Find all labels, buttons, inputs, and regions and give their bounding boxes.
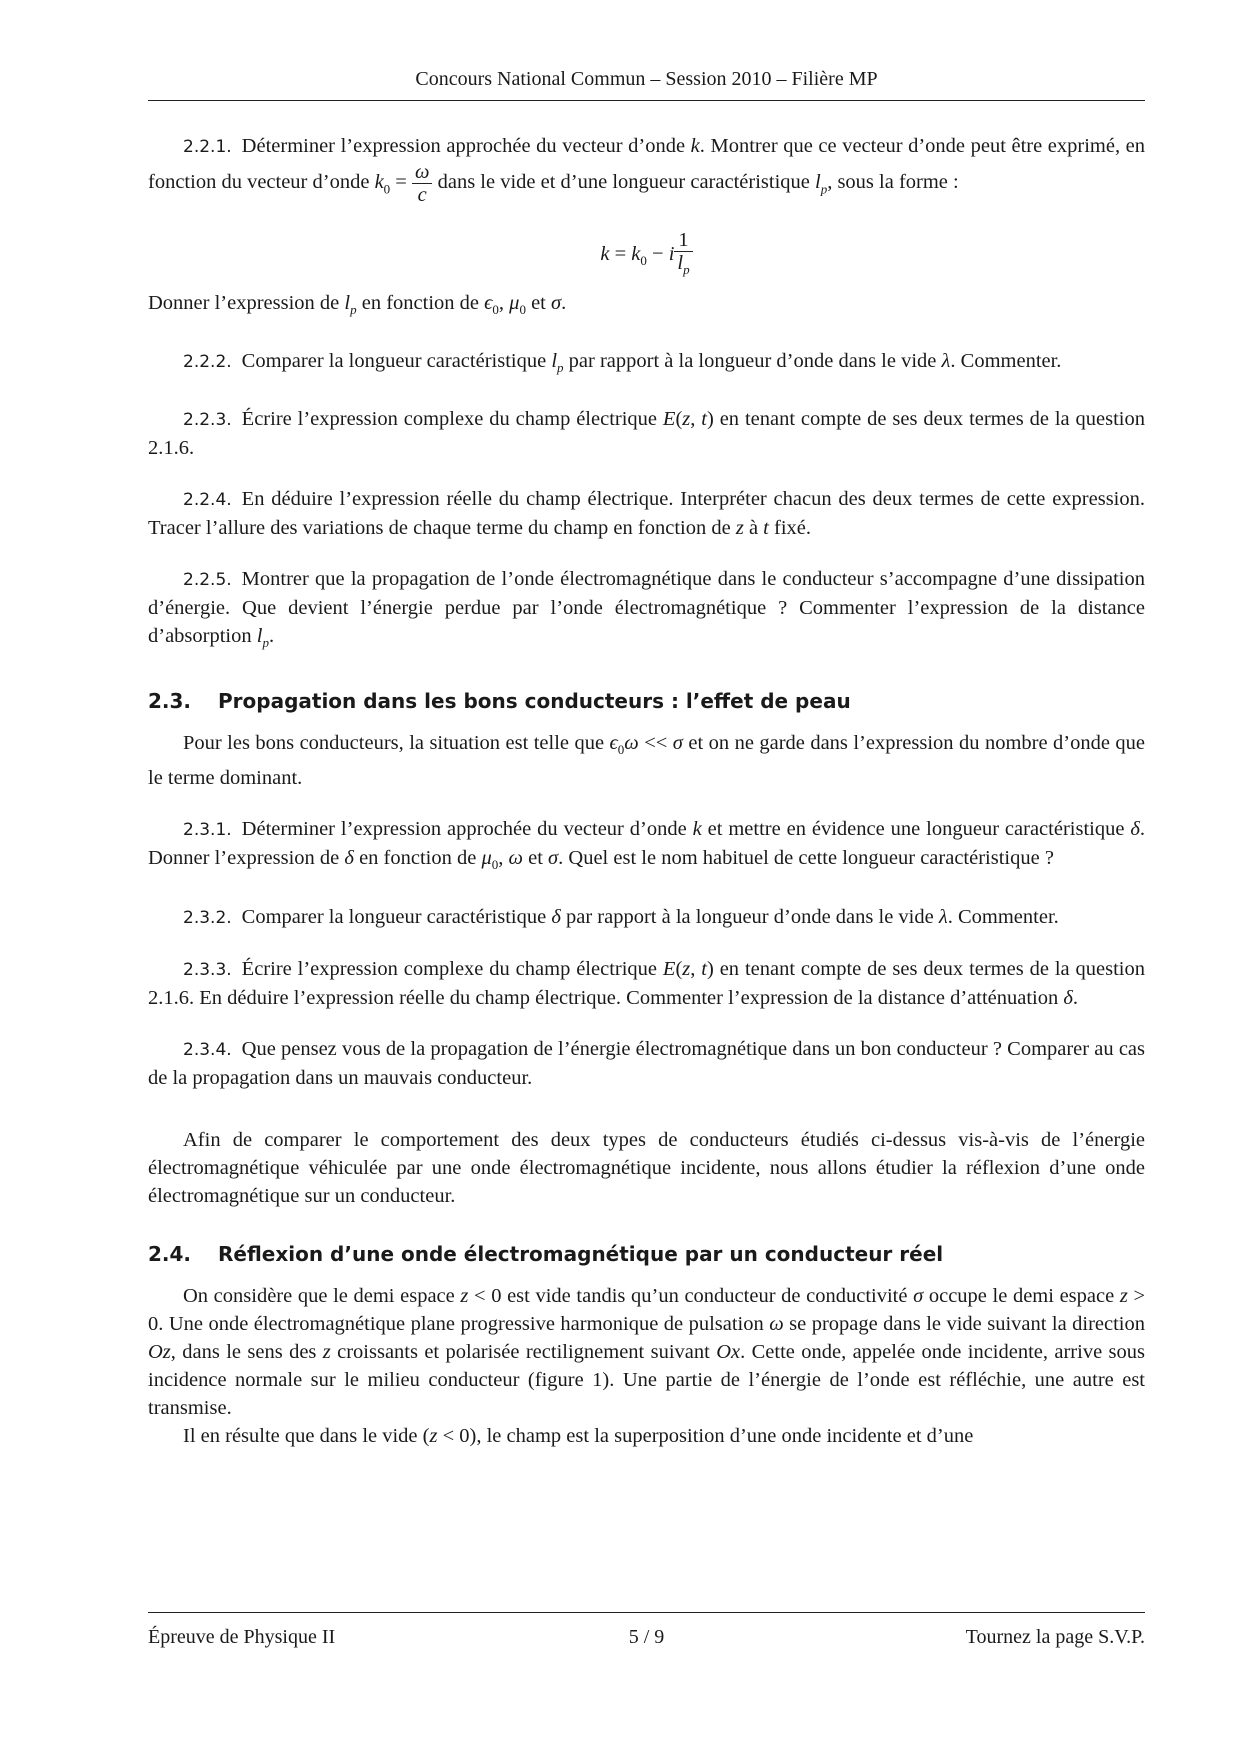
paragraph-good-conductors: Pour les bons conducteurs, la situation est telle que $\epsilon_0\omega << \sigma$ et on ne garde dans l’expression du nombre d’onde que le terme dominant.	[148, 732, 1146, 790]
page-number: 5 / 9	[628, 1626, 665, 1648]
footer-right: Tournez la page S.V.P.	[965, 1626, 1145, 1648]
question-2-2-1-follow: Donner l’expression de $l_p$ en fonction de $\epsilon_0$, $\mu_0$ et σ.	[148, 292, 567, 318]
question-2-3-3: 2.3.3. Écrire l’expression complexe du champ électrique E(z, t) en tenant compte de ses deux termes de la question 2.1.6. En déduire l’expression réelle du champ électrique. Commenter l’expression de la distance d’atténuation δ.	[148, 957, 1145, 1009]
question-number: 2.2.3.	[183, 410, 232, 431]
main-content	[148, 132, 1145, 1473]
question-2-2-2: 2.2.2. Comparer la longueur caractéristique $l_p$ par rapport à la longueur d’onde dans le vide λ. Commenter.	[183, 350, 1062, 376]
footer-rule	[148, 1612, 1145, 1613]
paragraph-afin: Afin de comparer le comportement des deux types de conducteurs étudiés ci-dessus vis-à-vis de l’énergie électromagnétique véhiculée par une onde électromagnétique incidente, nous allons étudier la réflexion d’une onde électromagnétique sur un conducteur.	[148, 1128, 1145, 1207]
section-heading-2-4: 2.4. Réflexion d’une onde électromagnétique par un conducteur réel	[148, 1241, 944, 1266]
question-number: 2.2.4.	[183, 490, 232, 511]
header-rule	[148, 100, 1145, 101]
question-number: 2.2.2.	[183, 352, 232, 373]
equation-k: $k = k_0 - i$ $\frac{1}{l_p}$	[148, 229, 1145, 281]
question-2-3-1: 2.3.1. Déterminer l’expression approchée du vecteur d’onde k et mettre en évidence une longueur caractéristique δ. Donner l’expression de δ en fonction de $\mu_0$, ω et σ. Quel est le nom habituel de cette longueur caractéristique ?	[148, 818, 1145, 873]
question-number: 2.3.2.	[183, 907, 232, 928]
question-2-2-1: 2.2.1. Déterminer l’expression approchée du vecteur d’onde k. Montrer que ce vecteur d’onde peut être exprimé, en fonction du vecteur d’onde $k_0$ = $\frac{\omega}{c}$ dans le vide et d’une longueur caractéristique $l_p$, sous la forme :	[148, 135, 1145, 206]
footer-left: Épreuve de Physique II	[148, 1626, 336, 1648]
question-number: 2.3.4.	[183, 1039, 232, 1060]
question-2-2-4: 2.2.4. En déduire l’expression réelle du champ électrique. Interpréter chacun des deux termes de cette expression. Tracer l’allure des variations de chaque terme du champ en fonction de z à t fixé.	[148, 488, 1145, 540]
question-2-2-5: 2.2.5. Montrer que la propagation de l’onde électromagnétique dans le conducteur s’accompagne d’une dissipation d’énergie. Que devient l’énergie perdue par l’onde électromagnétique ? Commenter l’expression de la distance d’absorption $l_p$.	[148, 568, 1145, 651]
question-number: 2.2.1.	[183, 137, 232, 157]
section-heading-2-3: 2.3. Propagation dans les bons conducteurs : l’effet de peau	[148, 689, 851, 714]
question-2-2-3: 2.2.3. Écrire l’expression complexe du champ électrique E(z, t) en tenant compte de ses deux termes de la question 2.1.6.	[148, 408, 1145, 460]
question-2-3-2: 2.3.2. Comparer la longueur caractéristique δ par rapport à la longueur d’onde dans le vide λ. Commenter.	[183, 905, 1059, 928]
page	[148, 0, 1145, 1754]
page-header: Concours National Commun – Session 2010 – Filière MP	[415, 68, 878, 90]
question-number: 2.2.5.	[183, 570, 232, 591]
paragraph-reflection: On considère que le demi espace z < 0 est vide tandis qu’un conducteur de conductivité σ occupe le demi espace z > 0. Une onde électromagnétique plane progressive harmonique de pulsation ω se propage dans le vide suivant la direction Oz, dans le sens des z croissants et polarisée rectilignement suivant Ox. Cette onde, appelée onde incidente, arrive sous incidence normale sur le milieu conducteur (figure 1). Une partie de l’énergie de l’onde est réfléchie, une autre est transmise.	[148, 1284, 1146, 1419]
question-2-3-4: 2.3.4. Que pensez vous de la propagation de l’énergie électromagnétique dans un bon conducteur ? Comparer au cas de la propagation dans un mauvais conducteur.	[148, 1037, 1145, 1089]
paragraph-reflection-continued: Il en résulte que dans le vide (z < 0), le champ est la superposition d’une onde incidente et d’une	[183, 1424, 974, 1447]
question-number: 2.3.1.	[183, 820, 232, 841]
question-number: 2.3.3.	[183, 959, 232, 980]
